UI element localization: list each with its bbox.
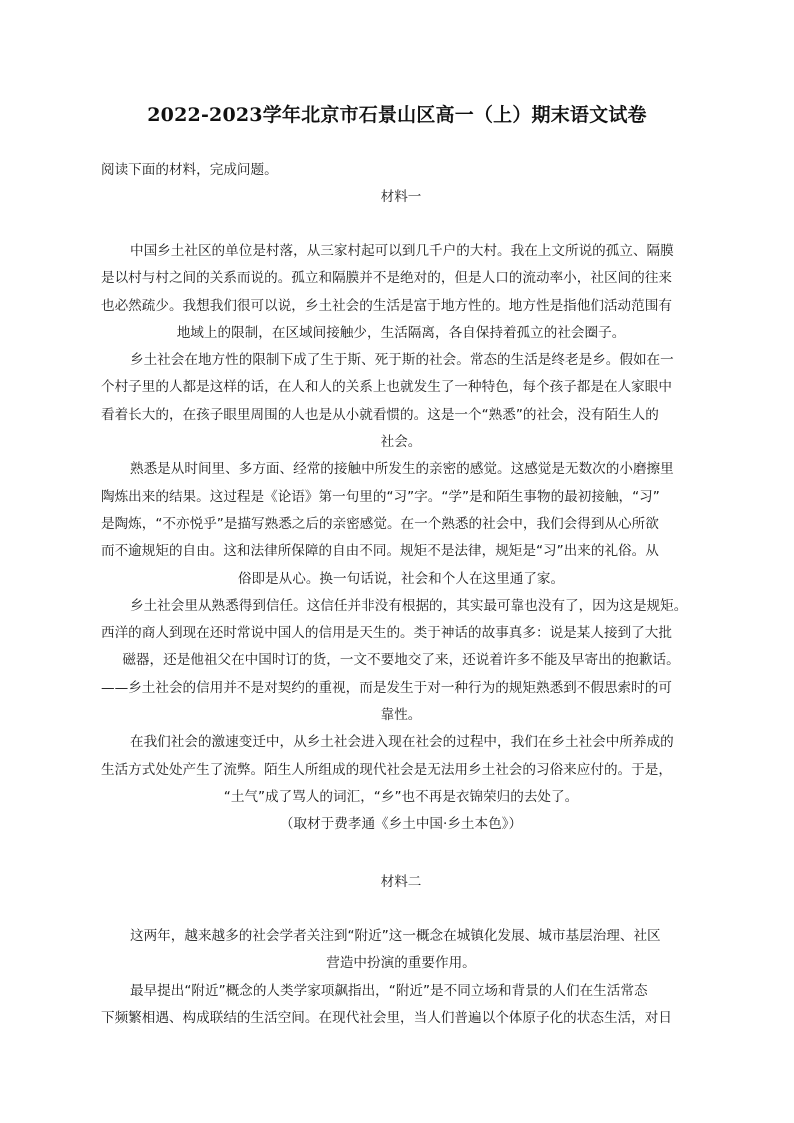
paragraph-line: 磁器，还是他祖父在中国时订的货，一文不要地交了来，还说着许多不能及早寄出的抱歉话。 [122, 652, 680, 669]
paragraph-line: 社会。 [380, 434, 422, 451]
paragraph-line: 是陶炼，“不亦悦乎”是描写熟悉之后的亲密感觉。在一个熟悉的社会中，我们会得到从心所欲 [101, 515, 659, 532]
paragraph-line: 生活方式处处产生了流弊。陌生人所组成的现代社会是无法用乡土社会的习俗来应付的。于是， [101, 761, 672, 778]
paragraph-line: 看着长大的，在孩子眼里周围的人也是从小就看惯的。这是一个“熟悉”的社会，没有陌生人的 [101, 406, 659, 423]
paragraph-line: 最早提出“附近”概念的人类学家项飙指出，“附近”是不同立场和背景的人们在生活常态 [130, 982, 648, 999]
paragraph-line: 西洋的商人到现在还时常说中国人的信用是天生的。类于神话的故事真多：说是某人接到了大批 [101, 625, 672, 642]
material2-heading: 材料二 [380, 874, 422, 890]
paragraph-line: 下频繁相遇、构成联结的生活空间。在现代社会里，当人们普遍以个体原子化的状态生活，对日 [101, 1009, 672, 1026]
instruction-block [101, 157, 701, 212]
paragraph-line: “土气”成了骂人的词汇，“乡”也不再是衣锦荣归的去处了。 [223, 788, 579, 805]
material1-source: （取材于费孝通《乡土中国·乡土本色》） [279, 816, 523, 833]
material1-body [101, 238, 701, 839]
paragraph-line: 是以村与村之间的关系而说的。孤立和隔膜并不是绝对的，但是人口的流动率小，社区间的往来 [101, 270, 672, 287]
paragraph-line: 中国乡土社区的单位是村落，从三家村起可以到几千户的大村。我在上文所说的孤立、隔膜 [130, 243, 674, 259]
paragraph-line: 乡土社会在地方性的限制下成了生于斯、死于斯的社会。常态的生活是终老是乡。假如在一 [130, 352, 674, 369]
material2-heading-block [101, 869, 701, 896]
paragraph-line: 乡土社会里从熟悉得到信任。这信任并非没有根据的，其实最可靠也没有了，因为这是规矩。 [130, 597, 688, 614]
paragraph-line: 熟悉是从时间里、多方面、经常的接触中所发生的亲密的感觉。这感觉是无数次的小磨擦里 [130, 461, 674, 478]
paragraph-line: ——乡土社会的信用并不是对契约的重视，而是发生于对一种行为的规矩熟悉到不假思索时的可 [101, 679, 672, 696]
paragraph-line: 陶炼出来的结果。这过程是《论语》第一句里的“习”字。“学”是和陌生事物的最初接触，“习” [101, 488, 660, 505]
paragraph-line: 营造中扮演的重要作用。 [326, 955, 476, 972]
paragraph-line: 在我们社会的激速变迁中，从乡土社会进入现在社会的过程中，我们在乡土社会中所养成的 [130, 734, 674, 751]
paragraph-line: 地域上的限制，在区域间接触少，生活隔离，各自保持着孤立的社会圈子。 [176, 324, 626, 341]
instruction-text: 阅读下面的材料，完成问题。 [101, 162, 278, 178]
paragraph-line: 个村子里的人都是这样的话，在人和人的关系上也就发生了一种特色，每个孩子都是在人家眼中 [101, 379, 672, 396]
material2-body [101, 923, 701, 1032]
paragraph-line: 也必然疏少。我想我们很可以说，乡土社会的生活是富于地方性的。地方性是指他们活动范围有 [101, 297, 672, 314]
paragraph-line: 而不逾规矩的自由。这和法律所保障的自由不同。规矩不是法律，规矩是“习”出来的礼俗。从 [101, 543, 659, 560]
material1-heading: 材料一 [380, 189, 422, 206]
paragraph-line: 靠性。 [380, 707, 422, 724]
page-title: 2022-2023学年北京市石景山区高一（上）期末语文试卷 [147, 104, 647, 126]
paragraph-line: 俗即是从心。换一句话说，社会和个人在这里通了家。 [237, 570, 565, 587]
paragraph-line: 这两年，越来越多的社会学者关注到“附近”这一概念在城镇化发展、城市基层治理、社区 [130, 928, 661, 944]
